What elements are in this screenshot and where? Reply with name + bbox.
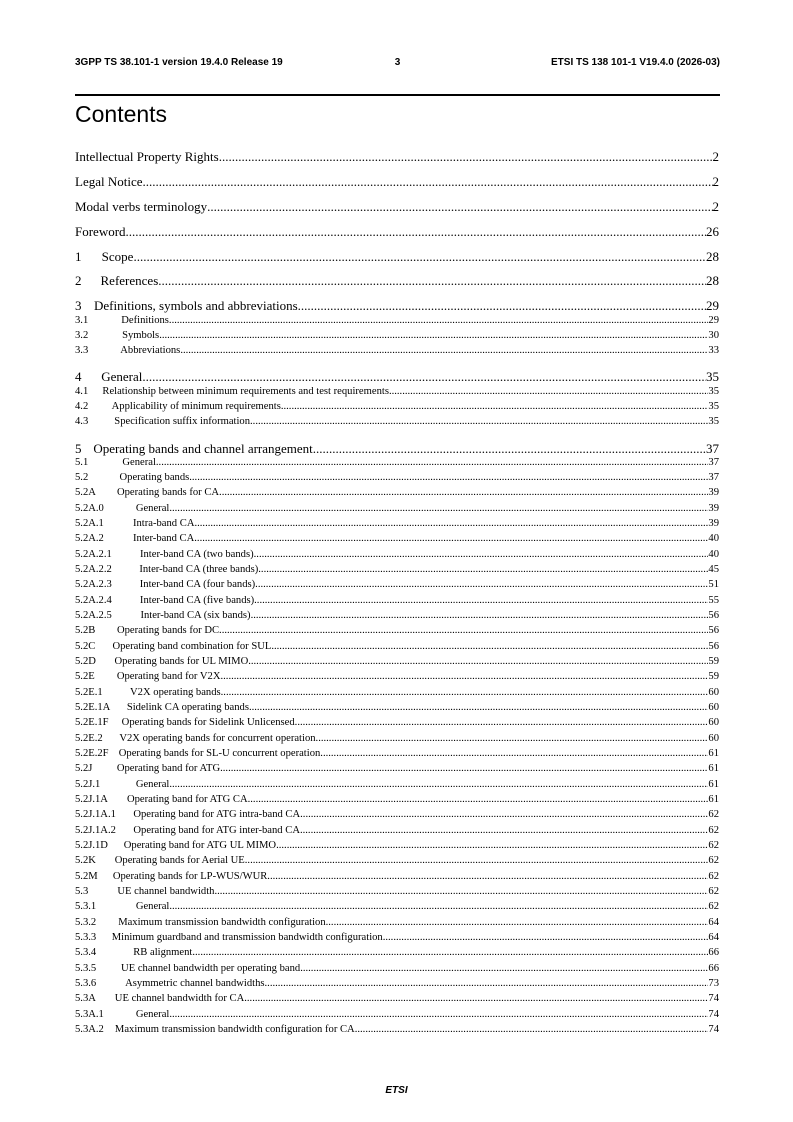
dot-leader (254, 595, 708, 606)
toc-entry-number: 2 (75, 273, 82, 288)
toc-entry-number: 5.2A.2.5 (75, 610, 112, 621)
toc-entry-page: 61 (708, 794, 719, 805)
toc-entry-title: V2X operating bands (130, 687, 221, 698)
toc-entry-number: 5.3A.1 (75, 1009, 104, 1020)
toc-entry-page: 62 (708, 886, 719, 897)
toc-entry-page: 74 (708, 1009, 719, 1020)
dot-leader (180, 345, 708, 356)
toc-entry[interactable] (75, 855, 719, 868)
toc-entry-title: General (135, 901, 170, 912)
toc-entry[interactable] (75, 671, 719, 684)
toc-entry-title: Relationship between minimum requirements and test requirements (102, 386, 389, 397)
toc-entry-number: 5.3.1 (75, 901, 97, 912)
toc-entry-page: 39 (708, 518, 719, 529)
toc-entry-page: 66 (708, 947, 719, 958)
toc-entry[interactable] (75, 993, 719, 1006)
toc-entry-page: 64 (708, 932, 719, 943)
toc-entry-title: Operating band for ATG (116, 763, 221, 774)
toc-entry-title: UE channel bandwidth (117, 886, 215, 897)
dot-leader (267, 871, 708, 882)
dot-leader (313, 441, 706, 457)
toc-entry-title: Inter-band CA (133, 533, 195, 544)
toc-entry-page: 62 (708, 809, 719, 820)
toc-entry[interactable] (75, 932, 719, 945)
toc-entry-page: 51 (708, 579, 719, 590)
toc-entry[interactable] (75, 595, 719, 608)
toc-entry-title: Inter-band CA (five bands) (139, 595, 255, 606)
toc-entry[interactable] (75, 345, 719, 358)
toc-entry-title: V2X operating bands for concurrent operation (119, 733, 316, 744)
toc-entry-title: General (122, 457, 156, 468)
toc-entry-page: 64 (708, 917, 719, 928)
toc-entry[interactable] (75, 518, 719, 531)
toc-entry[interactable] (75, 610, 719, 623)
dot-leader (250, 416, 708, 427)
toc-entry[interactable] (75, 401, 719, 414)
toc-entry-title: Asymmetric channel bandwidths (125, 978, 265, 989)
toc-entry[interactable] (75, 901, 719, 914)
toc-entry[interactable] (75, 579, 719, 592)
dot-leader (221, 687, 709, 698)
toc-entry[interactable] (75, 416, 719, 429)
toc-entry-number: 5.2J.1D (75, 840, 108, 851)
toc-entry-number: 5.2E (75, 671, 95, 682)
header-page-number: 3 (394, 57, 401, 68)
toc-entry-number: 5.3A (75, 993, 96, 1004)
toc-entry[interactable] (75, 871, 719, 884)
toc-entry-title: Operating band for ATG UL MIMO (123, 840, 277, 851)
toc-entry-title: Operating bands for SL-U concurrent operation (118, 748, 321, 759)
toc-entry-title: General (135, 779, 170, 790)
toc-entry-title: Sidelink CA operating bands (126, 702, 249, 713)
toc-entry-page: 40 (708, 549, 719, 560)
toc-entry[interactable] (75, 763, 719, 776)
toc-entry-title: Operating band for ATG inter-band CA (133, 825, 300, 836)
toc-entry-page: 26 (706, 224, 719, 239)
toc-entry-title: Maximum transmission bandwidth configuration (118, 917, 326, 928)
toc-entry-title: References (100, 273, 159, 288)
toc-entry-page: 74 (708, 1024, 719, 1035)
toc-entry-number: 5.2K (75, 855, 96, 866)
toc-entry-number: 5.2A.2.3 (75, 579, 112, 590)
toc-entry-page: 61 (708, 779, 719, 790)
dot-leader (254, 549, 709, 560)
toc-entry-title: Legal Notice (75, 174, 143, 189)
toc-entry[interactable] (75, 315, 719, 328)
dot-leader (194, 533, 708, 544)
toc-entry-title: UE channel bandwidth for CA (114, 993, 245, 1004)
header-spec-version: 3GPP TS 38.101-1 version 19.4.0 Release 19 (75, 57, 283, 68)
toc-entry-number: 5.2E.2F (75, 748, 109, 759)
dot-leader (320, 748, 708, 759)
toc-entry-page: 62 (708, 840, 719, 851)
dot-leader (300, 825, 708, 836)
toc-entry-title: General (101, 369, 143, 384)
toc-entry-title: General (135, 1009, 170, 1020)
toc-entry-title: Operating bands and channel arrangement (93, 441, 313, 456)
dot-leader (295, 717, 709, 728)
toc-entry[interactable] (75, 149, 719, 167)
dot-leader (143, 174, 713, 190)
toc-entry[interactable] (75, 978, 719, 991)
dot-leader (220, 763, 708, 774)
toc-entry-title: Operating bands for Aerial UE (114, 855, 245, 866)
dot-leader (248, 656, 708, 667)
toc-entry-page: 59 (708, 671, 719, 682)
toc-entry[interactable] (75, 840, 719, 853)
dot-leader (189, 472, 708, 483)
toc-entry-number: 3 (75, 298, 82, 313)
dot-leader (271, 641, 708, 652)
toc-entry-title: Operating bands (119, 472, 190, 483)
toc-entry[interactable] (75, 273, 719, 291)
toc-entry[interactable] (75, 717, 719, 730)
toc-entry-page: 45 (708, 564, 719, 575)
dot-leader (126, 224, 706, 240)
dot-leader (219, 625, 708, 636)
toc-entry-page: 29 (708, 315, 719, 326)
toc-entry[interactable] (75, 249, 719, 267)
page-footer: ETSI (385, 1085, 408, 1096)
toc-entry-number: 5.2E.1A (75, 702, 111, 713)
dot-leader (355, 1024, 709, 1035)
dot-leader (300, 809, 708, 820)
toc-entry-title: Abbreviations (120, 345, 181, 356)
dot-leader (383, 932, 709, 943)
toc-entry-title: Inter-band CA (two bands) (139, 549, 254, 560)
toc-entry[interactable] (75, 748, 719, 761)
dot-leader (251, 610, 709, 621)
dot-leader (276, 840, 708, 851)
toc-entry[interactable] (75, 330, 719, 343)
dot-leader (169, 779, 708, 790)
toc-entry-number: 5.2A.2 (75, 533, 104, 544)
toc-entry-number: 5.2C (75, 641, 96, 652)
toc-entry-title: Applicability of minimum requirements (111, 401, 281, 412)
toc-entry-page: 35 (706, 369, 719, 384)
toc-entry-number: 5.2B (75, 625, 96, 636)
dot-leader (389, 386, 708, 397)
toc-entry-title: Operating band for V2X (116, 671, 221, 682)
toc-entry-page: 2 (712, 199, 719, 214)
toc-entry-page: 2 (712, 149, 719, 164)
toc-entry-title: Definitions (121, 315, 169, 326)
toc-entry-number: 3.3 (75, 345, 89, 356)
dot-leader (258, 564, 708, 575)
toc-entry[interactable] (75, 687, 719, 700)
toc-entry-page: 61 (708, 748, 719, 759)
toc-entry-page: 35 (708, 386, 719, 397)
toc-entry-number: 5.2E.1 (75, 687, 103, 698)
dot-leader (214, 886, 708, 897)
toc-entry-number: 5.2A.2.1 (75, 549, 112, 560)
toc-entry-page: 39 (708, 487, 719, 498)
toc-entry-title: Scope (101, 249, 134, 264)
toc-entry-number: 5.3.5 (75, 963, 97, 974)
toc-entry-title: Operating bands for CA (116, 487, 220, 498)
toc-entry[interactable] (75, 963, 719, 976)
toc-entry-number: 1 (75, 249, 82, 264)
toc-entry[interactable] (75, 641, 719, 654)
toc-entry-title: Operating bands for Sidelink Unlicensed (121, 717, 295, 728)
toc-entry-number: 4.3 (75, 416, 89, 427)
toc-entry-page: 56 (708, 610, 719, 621)
toc-entry-page: 28 (706, 273, 719, 288)
toc-entry-number: 3.2 (75, 330, 89, 341)
toc-entry-page: 35 (708, 401, 719, 412)
toc-entry-title: Minimum guardband and transmission bandwidth configuration (111, 932, 383, 943)
toc-entry[interactable] (75, 733, 719, 746)
toc-entry[interactable] (75, 533, 719, 546)
toc-entry-number: 5.3.4 (75, 947, 97, 958)
toc-entry[interactable] (75, 702, 719, 715)
toc-entry-page: 62 (708, 901, 719, 912)
toc-entry-page: 60 (708, 733, 719, 744)
toc-entry-page: 37 (708, 457, 719, 468)
page-title: Contents (75, 101, 168, 127)
toc-entry-title: Inter-band CA (three bands) (139, 564, 259, 575)
toc-entry-title: Intra-band CA (132, 518, 195, 529)
dot-leader (281, 401, 709, 412)
dot-leader (244, 993, 708, 1004)
toc-entry[interactable] (75, 809, 719, 822)
toc-entry-title: Inter-band CA (four bands) (139, 579, 256, 590)
dot-leader (169, 315, 708, 326)
toc-entry-title: Operating bands for LP-WUS/WUR (112, 871, 268, 882)
dot-leader (219, 487, 708, 498)
toc-entry[interactable] (75, 564, 719, 577)
toc-entry-page: 62 (708, 871, 719, 882)
toc-entry-title: Operating band for ATG intra-band CA (133, 809, 301, 820)
toc-entry-title: Inter-band CA (six bands) (140, 610, 251, 621)
toc-entry-number: 5.3.6 (75, 978, 97, 989)
toc-entry[interactable] (75, 199, 719, 217)
toc-entry-page: 35 (708, 416, 719, 427)
toc-entry-number: 5.2E.1F (75, 717, 109, 728)
toc-entry-page: 66 (708, 963, 719, 974)
toc-entry-number: 5.2A.2.4 (75, 595, 112, 606)
toc-entry-number: 3.1 (75, 315, 89, 326)
toc-entry[interactable] (75, 549, 719, 562)
toc-entry-page: 39 (708, 503, 719, 514)
toc-entry-number: 5.2A.1 (75, 518, 104, 529)
dot-leader (142, 369, 706, 385)
toc-entry-page: 29 (706, 298, 719, 313)
toc-entry-title: Foreword (75, 224, 126, 239)
toc-entry-page: 55 (708, 595, 719, 606)
toc-entry-page: 60 (708, 687, 719, 698)
toc-entry-number: 5.2A (75, 487, 96, 498)
header-etsi-reference: ETSI TS 138 101-1 V19.4.0 (2026-03) (551, 57, 720, 68)
dot-leader (169, 1009, 708, 1020)
toc-entry-page: 74 (708, 993, 719, 1004)
toc-entry-number: 5.2J.1A.1 (75, 809, 116, 820)
toc-entry-number: 5.2 (75, 472, 89, 483)
dot-leader (265, 978, 709, 989)
dot-leader (249, 702, 708, 713)
toc-entry-page: 62 (708, 855, 719, 866)
dot-leader (169, 901, 708, 912)
toc-entry-page: 30 (708, 330, 719, 341)
toc-entry-page: 56 (708, 625, 719, 636)
toc-entry[interactable] (75, 487, 719, 500)
toc-entry[interactable] (75, 947, 719, 960)
toc-entry-page: 37 (706, 441, 719, 456)
toc-entry-number: 5.2A.2.2 (75, 564, 112, 575)
toc-entry-title: Operating band combination for SUL (112, 641, 272, 652)
toc-entry[interactable] (75, 1024, 719, 1037)
toc-entry-title: Specification suffix information (114, 416, 251, 427)
dot-leader (221, 671, 709, 682)
toc-entry-page: 40 (708, 533, 719, 544)
toc-entry-page: 28 (706, 249, 719, 264)
toc-entry-page: 60 (708, 702, 719, 713)
toc-entry-number: 5.3 (75, 886, 89, 897)
toc-entry-title: RB alignment (133, 947, 193, 958)
toc-entry-title: Intellectual Property Rights (75, 149, 219, 164)
toc-entry-number: 5.2A.0 (75, 503, 104, 514)
dot-leader (219, 149, 713, 165)
toc-entry[interactable] (75, 503, 719, 516)
toc-entry[interactable] (75, 794, 719, 807)
toc-entry[interactable] (75, 298, 719, 316)
dot-leader (316, 733, 709, 744)
toc-entry[interactable] (75, 656, 719, 669)
toc-entry[interactable] (75, 472, 719, 485)
toc-entry-page: 59 (708, 656, 719, 667)
dot-leader (192, 947, 708, 958)
toc-entry-number: 4 (75, 369, 82, 384)
toc-entry-title: Symbols (122, 330, 160, 341)
toc-entry-number: 5.2E.2 (75, 733, 103, 744)
toc-entry-number: 5.2M (75, 871, 98, 882)
toc-entry-number: 5.2J.1 (75, 779, 101, 790)
toc-entry-number: 5.2J.1A (75, 794, 108, 805)
dot-leader (158, 273, 706, 289)
toc-entry-title: Operating bands for DC (116, 625, 220, 636)
toc-entry[interactable] (75, 369, 719, 387)
toc-entry-number: 5.1 (75, 457, 89, 468)
toc-entry[interactable] (75, 386, 719, 399)
dot-leader (194, 518, 708, 529)
dot-leader (245, 855, 709, 866)
toc-entry[interactable] (75, 917, 719, 930)
toc-entry-title: Operating bands for UL MIMO (114, 656, 249, 667)
toc-entry-page: 56 (708, 641, 719, 652)
toc-entry-number: 5.3.2 (75, 917, 97, 928)
dot-leader (255, 579, 708, 590)
toc-entry-number: 5.3.3 (75, 932, 97, 943)
toc-entry-title: Operating band for ATG CA (126, 794, 248, 805)
toc-entry[interactable] (75, 886, 719, 899)
dot-leader (156, 457, 709, 468)
toc-entry-page: 73 (708, 978, 719, 989)
toc-entry-number: 5 (75, 441, 82, 456)
toc-entry-number: 5.2J (75, 763, 93, 774)
toc-entry-title: Definitions, symbols and abbreviations (94, 298, 298, 313)
toc-entry-page: 33 (708, 345, 719, 356)
toc-entry[interactable] (75, 457, 719, 470)
toc-entry[interactable] (75, 224, 719, 242)
toc-entry-number: 4.2 (75, 401, 89, 412)
toc-entry[interactable] (75, 1009, 719, 1022)
toc-entry-page: 61 (708, 763, 719, 774)
toc-entry-number: 4.1 (75, 386, 89, 397)
toc-entry-page: 37 (708, 472, 719, 483)
toc-entry[interactable] (75, 779, 719, 792)
toc-entry-number: 5.2J.1A.2 (75, 825, 116, 836)
dot-leader (169, 503, 708, 514)
toc-entry-page: 2 (712, 174, 719, 189)
toc-entry-title: Maximum transmission bandwidth configuration for CA (114, 1024, 355, 1035)
toc-entry-page: 62 (708, 825, 719, 836)
toc-entry-page: 60 (708, 717, 719, 728)
dot-leader (298, 298, 706, 314)
dot-leader (300, 963, 708, 974)
dot-leader (133, 249, 706, 265)
dot-leader (326, 917, 709, 928)
toc-entry-number: 5.2D (75, 656, 96, 667)
toc-entry[interactable] (75, 174, 719, 192)
dot-leader (207, 199, 712, 215)
toc-entry-title: General (135, 503, 170, 514)
toc-entry-title: UE channel bandwidth per operating band (121, 963, 301, 974)
toc-entry-title: Modal verbs terminology (75, 199, 208, 214)
toc-entry[interactable] (75, 625, 719, 638)
dot-leader (248, 794, 709, 805)
toc-entry[interactable] (75, 825, 719, 838)
toc-entry-number: 5.3A.2 (75, 1024, 104, 1035)
dot-leader (159, 330, 708, 341)
